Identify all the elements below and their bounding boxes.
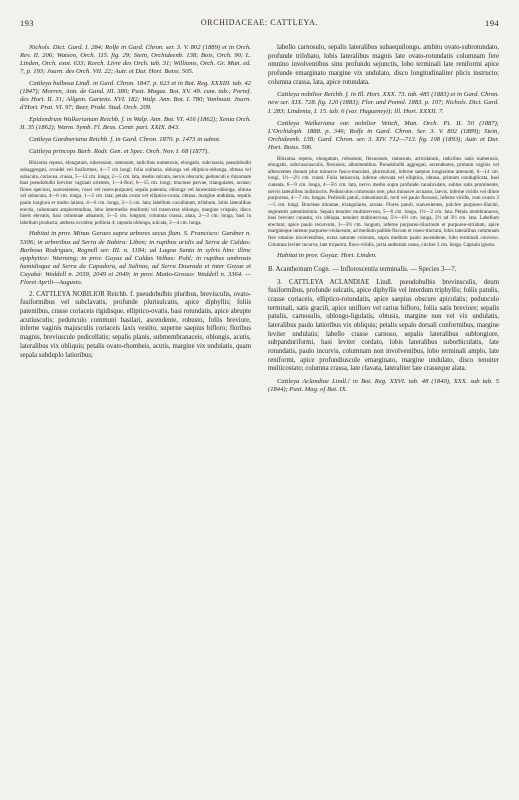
page-number-right: 194 [485,18,499,28]
citation-paragraph: Epidendrum Walkerianum Reichb. f. in Walp. Ann. Bot. VI. 416 (1862); Xenia Orch. II. 35 (1862); Warm. Symb. Fl. Bras. Centr. part. XXIX. 843. [20,116,251,132]
citation-paragraph: Cattleya Aclandiae Lindl.! in Bot. Reg. XXVI. tab. 48 (1840), XXX. sub tab. 5 (1844); Paxt. Mag. of Bot. IX. [268,378,499,394]
species-paragraph: 3. CATTLEYA ACLANDIAE Lindl. pseudobulbis brevinsculis, deum fusiformibus, profunde sulcatis, apice diphyllis vel interdum triphyllis; foliis patulis, crasse coriaceis, elliptico-rotundatis, apice saepius obscure apiculatis; pedunculo terminali, satis gracili, apice unifloro vel rarius bifloro, foliis satis breviore; sepalis patulis, carnosulis, oblongo-ligulatis, obtusis, margine non vel vix undulatis, lateralibus paulo latioribus vix obliquis; petalis sepalo dorsali conformibus, margine leviter undulatis; labello crasse carnoso, sepalis lateralibus sublongiore, subpanduriformi, basi leviter cordato, lobis lateralibus suborbiculatis, late rotundatis, paulo incurvis, columnam non involventibus, lobo terminali amplo, late reniformi, apice profundiuscule emarginato, margine undulato, disco tenuiter multicostato; columna crassa, late clavata, lateraliter late crasseque alata. [268,278,499,373]
citation-paragraph: Habitat in prov. Minas Geraes supra arbores secus flum. S. Francisco: Gardner n. 5306; in arboribus ad Serra de Itabira: Libon; in rupibus aridis ad Serra de Caldas: Barbosa Rodrigues, Regnell ser. III. n. 1184; ad Lagoa Santa in sylvis hinc illinc epiphytice: Warming; in prov. Goyaz ad Caldas Velhas: Pohl; in rupibus umbrosis humidisque ad Serra da Capadora, ad Salinas, ad Serra Dourada et inter Goyaz et Cayabá: Weddell n. 2039, 2049 et 2049; in prov. Matto-Grosso: Weddell n. 3364. — Floret Aprili—Augusto. [20,230,251,286]
citation-paragraph: Habitat in prov. Goyaz: Hort. Linden. [277,252,377,260]
citation-paragraph: Nichols. Dict. Gard. I. 284; Rolfe in Gard. Chron. ser. 3. V. 802 (1889) et in Orch. Rev. II. 206; Watson, Orch. 115. fig. 29; Stein, Orchideenb. 138; Bois, Orch. 90; L. Linden, Orch. exot. 633; Kerch. Livre des Orch. tab. 31; Williams, Orch. Gr. Man. ed. 7, p. 193; Journ. des Orch. VII. 22; Autr. et Dur. Hort. Boiss. 505. [20,44,251,76]
running-header [20,18,499,30]
citation-paragraph: Cattleya nobilior Reichb. f. in Ill. Hort. XXX. 73. tab. 485 (1883) et in Gard. Chron. new ser. XIX. 728. fig. 120 (1883); Flor. and Pomol. 1883. p. 107; Nichols. Dict. Gard. I. 283; Lindenia, I. 15. tab. 6 (var. Hugueneyi); Ill. Hort. XXXII. 7. [268,91,499,115]
running-title: ORCHIDACEAE: CATTLEYA. [200,18,319,27]
species-paragraph: 2. CATTLEYA NOBILIOR Reichb. f. pseudobulbis pluribus, brevisculis, ovato-fusiformibus vel subclavatis, profunde plurisulcatis, apice diphyllis; foliis patentibus, crasse coriaceis rigidisque, elliptico-ovatis, basi rotundatis, apice abrupte acutiusculis; pedunculo communi basilari, ascendente, robusto, foliis breviore, inferne vaginis majusculis coriaceis laxis vestito, superne saepius bifloro; floribus magnis, breviuscule pedicellatis; sepalis planis, submembranaceis, oblongis, acutis, lateralibus vix obliquis; petalis ovato-rhombeis, acutis, margine vix undulatis, quam sepala subduplo latioribus; [20,290,251,359]
citation-paragraph: Cattleya Walkeriana var. nobilior Veitch, Man. Orch. Pt. II. 50 (1887); L'Orchidoph. 1888. p. 346; Rolfe in Gard. Chron. Ser. 3. V. 802 (1889); Stein, Orchideenb. 138; Gard. Chron. ser. 3. XIV. 712—713. fig. 108 (1893); Autr. et Dur. Hort. Boiss. 506. [268,119,499,151]
description-paragraph: Rhizoma repens, elongatum, robustum, flexuosum, ramosum, articulatum, radicibus satis numerosis, elongatis, subcrassiusculis, flexuosis, albomentibus. Pseudobulbi aggregati, ascendentes, primum vaginis vel albescentes donum plus minusve fusco-maculati, plurisulcati, inferne saepius longissime attenuati, 6—14 cm. longi, 1½—2½ cm. crassi. Folia latiuscula, inferne obovata vel elliptica, obtusa, primum conduplicata, basi cuneata, 6—9 cm. longa, 4—5½ cm. lata, nervo medio supra profunde canaliculato, subtus satis prominente, nervis lateralibus indistinctis. Pedunculus communis tere, plus minusve arcuatus, laevis, inferne viridis vel dilute purpureus, 4—7 cm. longus. Pedicelli patuli, robustiusculi, recti vel paulo flexuosi, inferne viridis, cum ovario 3—5 cm. longi. Bracteae minutae, triangulares, acutae. Flores patuli, suaveolentes, pulchre purpureo-lilacini, segmentis patentissimis. Sepala tenuiter multinervosa, 5—6 cm. longa, 1½—2 cm. lata. Petala membranacea, basi breviter cuneata, vix obliqua, tenuiter multinervosa, 5½—6½ cm. longa, 2½ ad 3½ cm. lata. Labellum erectum; apice paulo recurvum, 3—3½ cm. longum, inferne purpureo-lilacinum et purpureo-striatum, apice margineque intense purpureo-violaceum, ad medium pallide flavum et roseo-tinctum, lobis lateralibus columnam fere omnino involventibus, extus saturate colorato, supra medium paulo ascendente, lobo terminali convexo. Columna leviter incurva, late triquetra, flavo-viridis, juxta antheram rosea, circiter 2 cm. longa. Capsula ignota. [268,155,499,248]
species-paragraph: labello carnosulo, sepalis lateralibus subaequilongo, ambitu ovato-subrotundato, profunde trilobato, lobis lateralibus magnis late ovato-rotundatis columnam fere omnino involventibus sinu profundo sejunctis, lobo terminali late reniformi apice profunde emarginato margine vix undulato, disco longitudinaliter plicis instructo; columna crassa, lata, apice rotundata. [268,44,499,86]
right-column [268,44,499,788]
left-column [20,44,251,788]
page-number-left: 193 [20,18,34,28]
citation-paragraph: Cattleya bulbosa Lindl. in Gard. Chron. 1847. p. 623 et in Bot. Reg. XXXIII. tab. 42 (1847); Morren, Ann. de Gand. III. 380; Paxt. Magaz. Bot. XV. 49. cum. tab.; Portef. des Hort. II. 31; Allgem. Gartenz. XVI. 182; Walp. Ann. Bot. I. 780; Vanhoutt. Journ. d'Hort. Prat. VI. 97; Beer, Prakt. Stud. Orch. 209. [20,80,251,112]
description-paragraph: Rhizoma repens, elongatum, tuberosum, ramosum, radicibus numerosis, elongatis, subcrassis; pseudobulbi subaggregati, ovoidei vel fusiformes, 4—7 cm longi; folia solitaria, oblonga vel elliptico-oblonga, obtusa vel subacuta, coriacea, crassa, 5—12 cm. longa, 2—5 cm. lata, medio sulcata, nervis obscuris; pedunculi e rhizomate basi pseudobulbi breviter vaginati orientes, 1—4-flori, 6—15 cm. longi; bracteae parvae, triangulares, acutae; flores speciosi, suaveolentes, rosei vel roseo-purpurei; sepala patentia, oblonga vel lanceolato-oblonga, obtusa vel subacuta, 4—6 cm. longa, 1—2 cm. lata; petala ovata vel elliptico-ovata, obtusa, margine undulata, sepalis paulo longiora et multo latiora, 4—6 cm. longa, 2—3 cm. lata; labellum cucullatum, trilobum, lobis lateralibus erectis, columnam amplectentibus, lobo intermedio reniformi vel transverse oblongo, margine crispulo, disco lineis elevatis, basi columnae adnatum, 3—5 cm. longum; columna crassa, alata, 2—3 cm. longa, basi in labellum producta; anthera ovoidea; pollinia 4; capsula oblonga, sulcata, 3—4 cm. longa. [20,160,251,226]
citation-paragraph: Cattleya princeps Barb. Rodr. Gen. et Spec. Orch. Nov. I. 68 (1877). [29,148,210,156]
citation-paragraph: Cattleya Gardneriana Reichb. f. in Gard. Chron. 1870. p. 1473 in adnot. [29,136,221,144]
section-heading: B. Acanthemum Cogn. — Inflorescentia terminalis. — Species 3—7. [268,266,457,274]
